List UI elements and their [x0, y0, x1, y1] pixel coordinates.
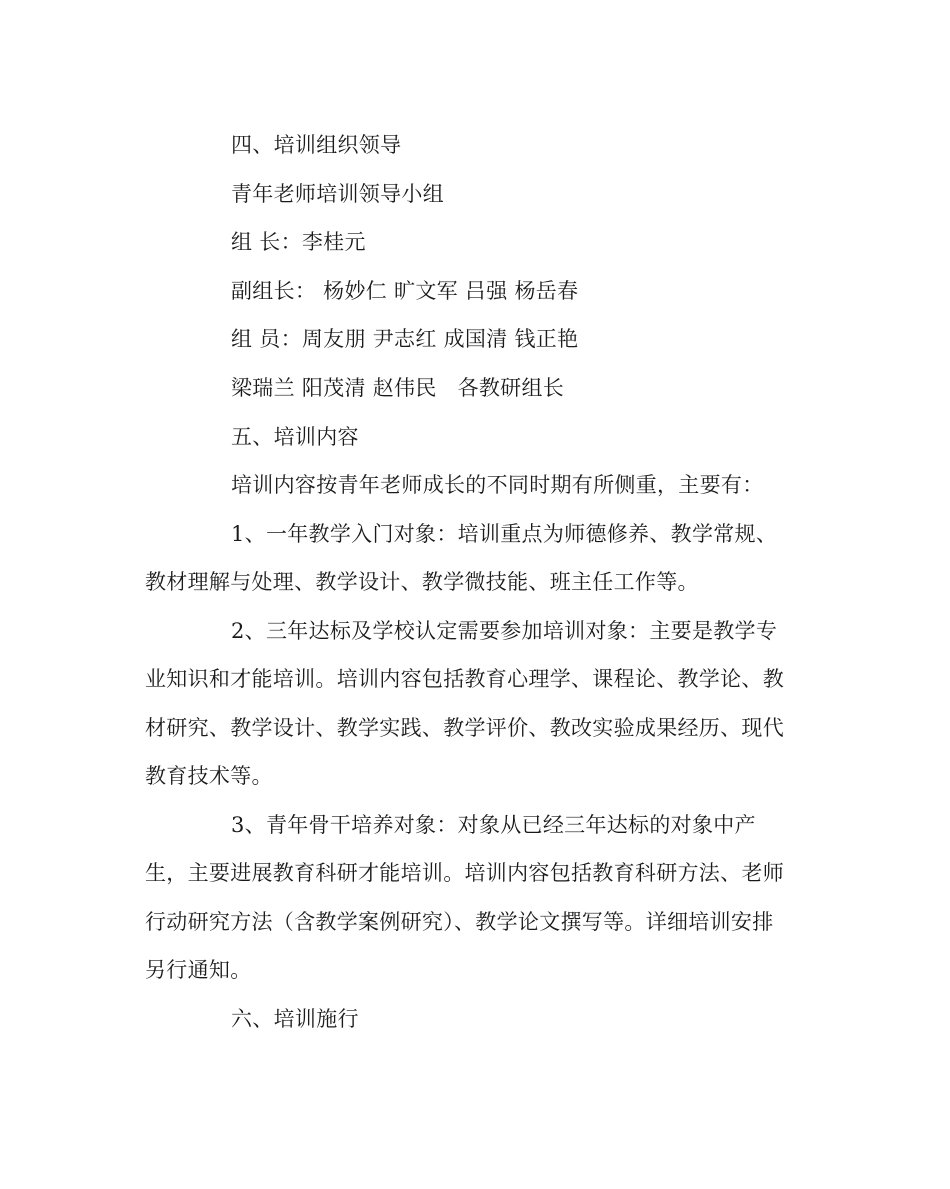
group-leader: 组 长：李桂元 — [231, 230, 366, 254]
item-3-line-3: 行动研究方法（含教学案例研究）、教学论文撰写等。详细培训安排 — [145, 910, 774, 934]
group-members-continued: 梁瑞兰 阳茂清 赵伟民 各教研组长 — [231, 376, 565, 400]
item-2-line-4: 教育技术等。 — [145, 764, 273, 788]
item-1-line-2: 教材理解与处理、教学设计、教学微技能、班主任工作等。 — [145, 570, 699, 594]
group-name: 青年老师培训领导小组 — [231, 182, 444, 206]
item-2-line-2: 业知识和才能培训。培训内容包括教育心理学、课程论、教学论、教 — [145, 667, 784, 691]
section-heading-content: 五、培训内容 — [231, 425, 359, 449]
section-heading-implementation: 六、培训施行 — [231, 1007, 359, 1031]
item-2-line-1: 2、三年达标及学校认定需要参加培训对象：主要是教学专 — [231, 619, 778, 643]
item-1-line-1: 1、一年教学入门对象：培训重点为师德修养、教学常规、 — [231, 522, 778, 546]
section-heading-organization: 四、培训组织领导 — [231, 133, 402, 157]
item-3-line-1: 3、青年骨干培养对象：对象从已经三年达标的对象中产 — [231, 813, 756, 837]
content-intro: 培训内容按青年老师成长的不同时期有所侧重，主要有： — [231, 473, 764, 497]
group-members: 组 员：周友朋 尹志红 成国清 钱正艳 — [231, 327, 579, 351]
deputy-leaders: 副组长： 杨妙仁 旷文军 吕强 杨岳春 — [231, 279, 579, 303]
item-2-line-3: 材研究、教学设计、教学实践、教学评价、教改实验成果经历、现代 — [145, 716, 784, 740]
item-3-line-4: 另行通知。 — [145, 958, 252, 982]
item-3-line-2: 生，主要进展教育科研才能培训。培训内容包括教育科研方法、老师 — [145, 861, 784, 885]
